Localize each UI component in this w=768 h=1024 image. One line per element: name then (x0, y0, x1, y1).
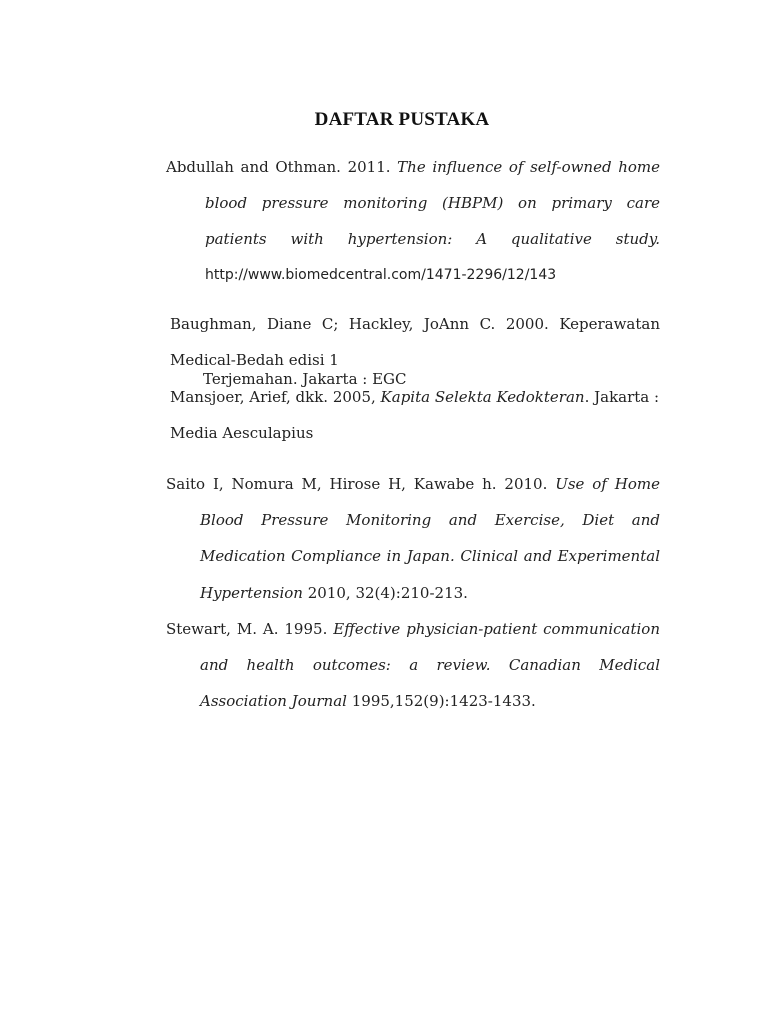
reference-url: http://www.biomedcentral.com/1471-2296/12/143 (205, 267, 557, 283)
reference-line (200, 655, 660, 675)
reference-title: Effective physician-patient communication (333, 620, 660, 638)
reference-line (170, 387, 659, 407)
reference-title: and health outcomes: a review. Canadian Medical (200, 656, 660, 674)
reference-line (166, 157, 660, 177)
reference-line (170, 314, 660, 334)
reference-line: Media Aesculapius (170, 424, 314, 442)
reference-line (200, 691, 536, 711)
reference-line: Medical-Bedah edisi 1 (170, 351, 339, 369)
reference-line (200, 546, 660, 566)
page-title: DAFTAR PUSTAKA (314, 109, 490, 130)
reference-title: Kapita Selekta Kedokteran (380, 388, 585, 406)
reference-volume: 1995,152(9):1423-1433. (346, 692, 536, 710)
reference-line (200, 510, 660, 530)
reference-title: Blood Pressure Monitoring and Exercise, Diet and (200, 511, 660, 529)
reference-line (166, 474, 660, 494)
reference-publisher: . Jakarta : (584, 388, 660, 406)
reference-author-year: Mansjoer, Arief, dkk. 2005, (170, 388, 381, 406)
reference-line (200, 583, 468, 603)
reference-author-year: Stewart, M. A. 1995. (166, 620, 334, 638)
reference-line (205, 193, 660, 213)
reference-title: Use of Home (555, 475, 660, 493)
reference-line (205, 229, 660, 249)
reference-title: Medication Compliance in Japan. Clinical and Experimental (200, 547, 660, 565)
reference-line (166, 619, 660, 639)
reference-title: blood pressure monitoring (HBPM) on primary care (205, 194, 660, 212)
reference-author-year: Saito I, Nomura M, Hirose H, Kawabe h. 2010. (166, 475, 556, 493)
reference-text: Baughman, Diane C; Hackley, JoAnn C. 2000. Keperawatan (170, 315, 660, 333)
reference-author-year: Abdullah and Othman. 2011. (166, 158, 398, 176)
reference-journal: Association Journal (200, 692, 347, 710)
reference-title: The influence of self-owned home (397, 158, 660, 176)
reference-title: patients with hypertension: A qualitative study. (205, 230, 660, 248)
reference-volume: 2010, 32(4):210-213. (302, 584, 468, 602)
reference-line: Terjemahan. Jakarta : EGC (203, 370, 407, 388)
reference-journal: Hypertension (200, 584, 303, 602)
